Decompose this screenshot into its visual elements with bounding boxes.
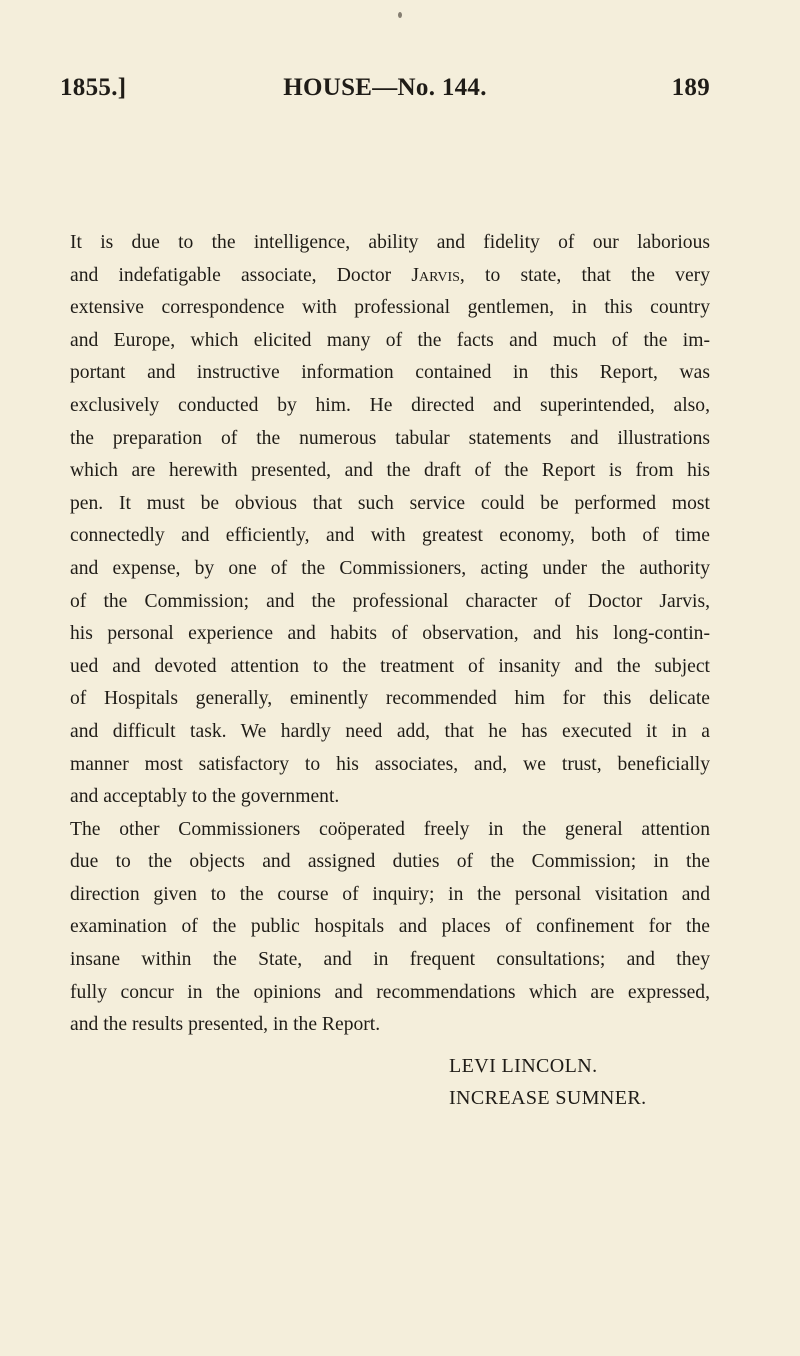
- text-line: his personal experience and habits of observation, and his long-contin-: [70, 623, 710, 645]
- running-head: [60, 74, 710, 106]
- text-line: examination of the public hospitals and places of confinement for the: [70, 916, 710, 938]
- text-line: exclusively conducted by him. He directed and superintended, also,: [70, 394, 710, 416]
- signature-increase-sumner: INCREASE SUMNER.: [449, 1087, 647, 1109]
- text-line: of Hospitals generally, eminently recommended him for this delicate: [70, 688, 710, 710]
- text-line: ued and devoted attention to the treatment of insanity and the subject: [70, 655, 710, 677]
- text-line: and the results presented, in the Report.: [70, 1014, 381, 1036]
- text-line: The other Commissioners coöperated freely in the general attention: [70, 818, 710, 840]
- text-line: insane within the State, and in frequent consultations; and they: [70, 949, 710, 971]
- print-speck: [398, 12, 402, 18]
- text-line: fully concur in the opinions and recommendations which are expressed,: [70, 981, 710, 1003]
- text-line: and difficult task. We hardly need add, that he has executed it in a: [70, 720, 710, 742]
- text-line: which are herewith presented, and the draft of the Report is from his: [70, 460, 710, 482]
- text-line: It is due to the intelligence, ability and fidelity of our laborious: [70, 232, 710, 253]
- signature-levi-lincoln: LEVI LINCOLN.: [449, 1055, 598, 1077]
- text-line: direction given to the course of inquiry; in the personal visitation and: [70, 883, 710, 905]
- body-text: [70, 227, 710, 1042]
- signature-block: [449, 1050, 647, 1114]
- text-line: the preparation of the numerous tabular statements and illustrations: [70, 427, 710, 449]
- text-line: and indefatigable associate, Doctor Jarvis, to state, that the very: [70, 264, 711, 286]
- text-line: due to the objects and assigned duties of the Commission; in the: [70, 851, 710, 873]
- header-year: 1855.]: [60, 74, 127, 101]
- paragraph-2: [70, 814, 710, 1042]
- small-caps-name: Jarvis: [411, 264, 460, 286]
- text-line: and acceptably to the government.: [70, 786, 340, 808]
- text-line: manner most satisfactory to his associates, and, we trust, beneficially: [70, 753, 710, 775]
- text-line: portant and instructive information contained in this Report, was: [70, 362, 710, 384]
- text-line: pen. It must be obvious that such service could be performed most: [70, 492, 710, 514]
- text-line: and expense, by one of the Commissioners, acting under the authority: [70, 557, 710, 579]
- text-line: and Europe, which elicited many of the facts and much of the im-: [70, 329, 710, 351]
- paragraph-1: [70, 227, 710, 814]
- text-line: connectedly and efficiently, and with greatest economy, both of time: [70, 525, 710, 547]
- text-line: of the Commission; and the professional character of Doctor Jarvis,: [70, 590, 710, 612]
- page-number: 189: [671, 74, 710, 101]
- header-title: HOUSE—No. 144.: [283, 74, 487, 101]
- text-line: extensive correspondence with professional gentlemen, in this country: [70, 297, 710, 319]
